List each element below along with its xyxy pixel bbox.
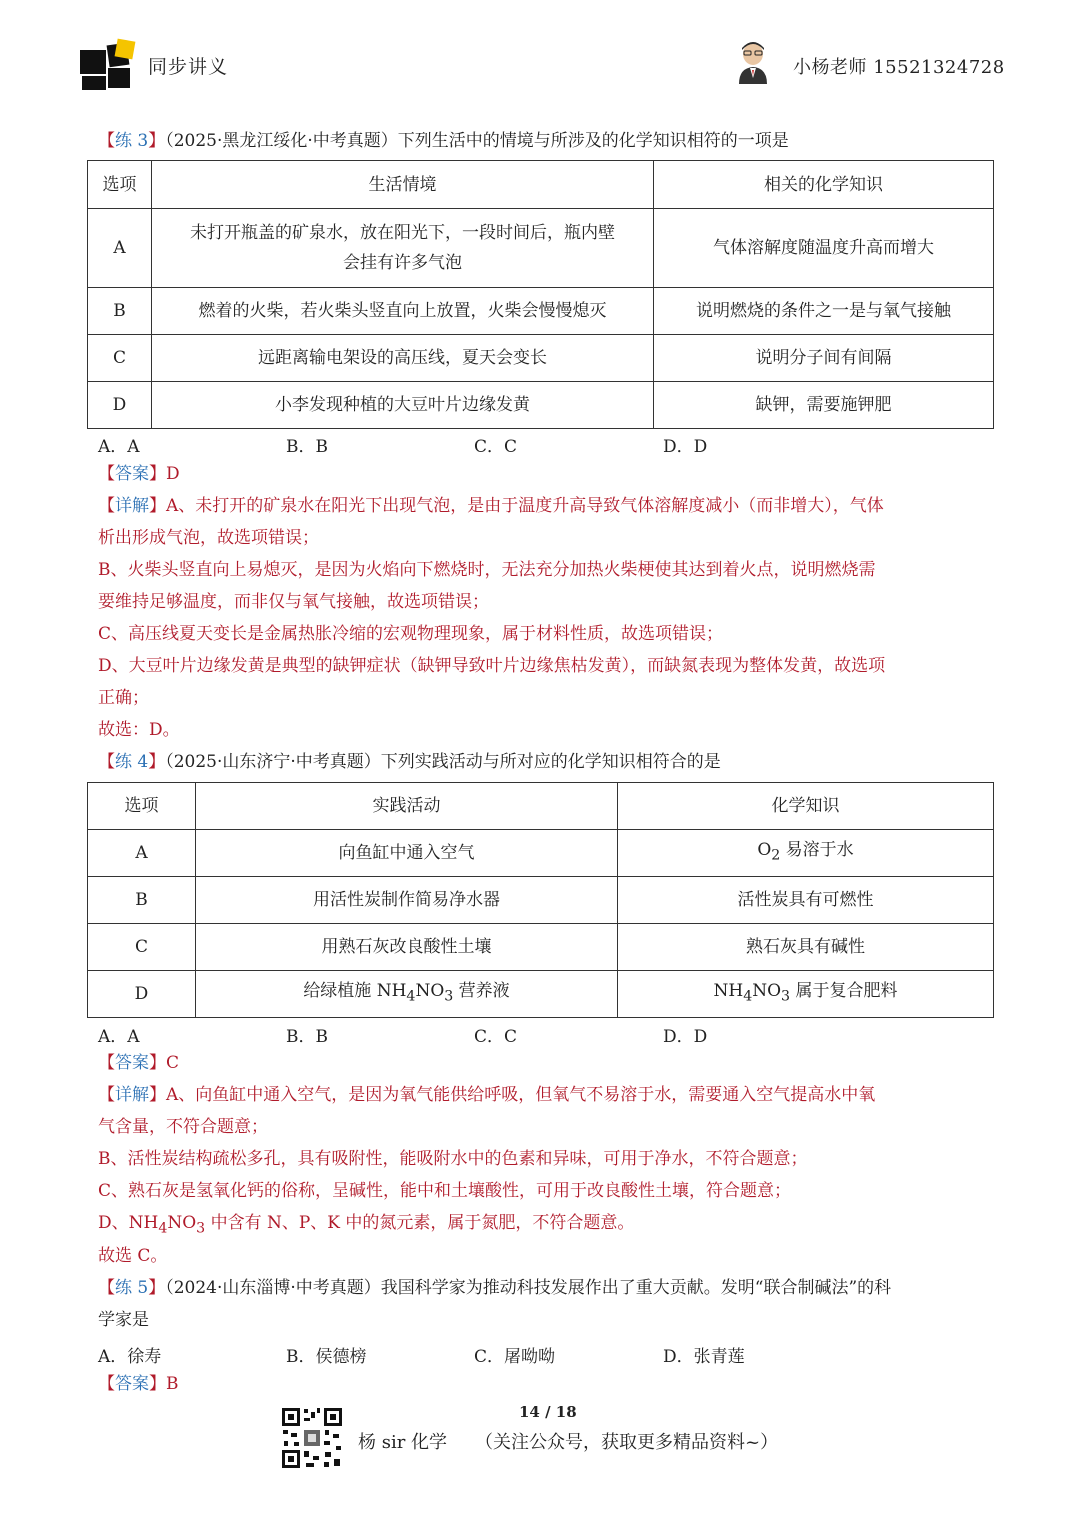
option-cell: B bbox=[88, 877, 196, 924]
detail-text: A、未打开的矿泉水在阳光下出现气泡，是由于温度升高导致气体溶解度减小（而非增大），气体 bbox=[166, 496, 884, 516]
knowledge-cell: 缺钾，需要施钾肥 bbox=[654, 382, 994, 429]
activity-cell: 向鱼缸中通入空气 bbox=[196, 830, 618, 877]
header-title: 同步讲义 bbox=[148, 56, 229, 78]
q4-conclusion: 故选 C。 bbox=[98, 1246, 168, 1266]
q3-label: 练 3 bbox=[115, 131, 149, 151]
page-number: 14 / 18 bbox=[519, 1403, 577, 1421]
scene-text: 会挂有许多气泡 bbox=[343, 253, 462, 273]
knowledge-cell bbox=[618, 971, 994, 1018]
q3-detail-line: 析出形成气泡，故选项错误； bbox=[98, 528, 319, 548]
table-row bbox=[88, 830, 994, 877]
footer-note: （关注公众号，获取更多精品资料~） bbox=[475, 1432, 779, 1453]
q3-table bbox=[87, 160, 994, 429]
q3-answer: 【答案】D bbox=[98, 464, 180, 484]
q3-title-line: 【练 3】（2025·黑龙江绥化·中考真题）下列生活中的情境与所涉及的化学知识相符的一项是 bbox=[98, 131, 789, 151]
q4-title-line: 【练 4】（2025·山东济宁·中考真题）下列实践活动与所对应的化学知识相符合的是 bbox=[98, 752, 721, 772]
answer-label: 答案 bbox=[115, 1374, 149, 1394]
option-c: C．C bbox=[474, 1027, 518, 1047]
activity-cell: 用活性炭制作简易净水器 bbox=[196, 877, 618, 924]
col-header: 生活情境 bbox=[152, 161, 654, 209]
table-row bbox=[88, 924, 994, 971]
knowledge-cell: 熟石灰具有碱性 bbox=[618, 924, 994, 971]
formula-subscript: 3 bbox=[444, 988, 454, 1005]
option-cell: C bbox=[88, 335, 152, 382]
table-header-row bbox=[88, 161, 994, 209]
answer-value: D bbox=[166, 464, 180, 484]
detail-label: 详解 bbox=[115, 1085, 149, 1105]
formula-text: NH bbox=[713, 981, 744, 1002]
option-d: D．张青莲 bbox=[663, 1347, 745, 1367]
answer-value: C bbox=[166, 1053, 180, 1073]
q4-detail-line bbox=[98, 1207, 634, 1244]
detail-label: 详解 bbox=[115, 496, 149, 516]
option-cell: C bbox=[88, 924, 196, 971]
formula-text: NO bbox=[415, 981, 445, 1002]
option-cell: B bbox=[88, 288, 152, 335]
knowledge-cell: 气体溶解度随温度升高而增大 bbox=[654, 209, 994, 288]
scene-cell: 小李发现种植的大豆叶片边缘发黄 bbox=[152, 382, 654, 429]
table-row bbox=[88, 209, 994, 288]
option-c: C．屠呦呦 bbox=[474, 1347, 556, 1367]
activity-cell: 用熟石灰改良酸性土壤 bbox=[196, 924, 618, 971]
detail-text: NO bbox=[167, 1213, 197, 1233]
q3-detail-line: D、大豆叶片边缘发黄是典型的缺钾症状（缺钾导致叶片边缘焦枯发黄），而缺氮表现为整体发黄，故选项 bbox=[98, 656, 886, 676]
activity-cell bbox=[196, 971, 618, 1018]
q4-table bbox=[87, 782, 994, 1018]
q3-detail-line: 要维持足够温度，而非仅与氧气接触，故选项错误； bbox=[98, 592, 489, 612]
q4-detail-line: 气含量，不符合题意； bbox=[98, 1117, 268, 1137]
q3-detail-line: C、高压线夏天变长是金属热胀冷缩的宏观物理现象，属于材料性质，故选项错误； bbox=[98, 624, 724, 644]
q3-conclusion: 故选：D。 bbox=[98, 720, 180, 740]
option-c: C．C bbox=[474, 437, 518, 457]
q5-answer: 【答案】B bbox=[98, 1374, 179, 1394]
knowledge-cell: 活性炭具有可燃性 bbox=[618, 877, 994, 924]
knowledge-cell: 说明分子间有间隔 bbox=[654, 335, 994, 382]
col-header: 实践活动 bbox=[196, 783, 618, 830]
knowledge-cell: 说明燃烧的条件之一是与氧气接触 bbox=[654, 288, 994, 335]
table-row bbox=[88, 288, 994, 335]
q5-label: 练 5 bbox=[115, 1278, 149, 1298]
q3-detail-line: 正确； bbox=[98, 688, 149, 708]
option-cell: D bbox=[88, 382, 152, 429]
detail-text: 中含有 N、P、K 中的氮元素，属于氮肥，不符合题意。 bbox=[205, 1213, 635, 1233]
option-b: B．B bbox=[286, 437, 328, 457]
scene-cell bbox=[152, 209, 654, 288]
option-d: D．D bbox=[663, 437, 708, 457]
teacher-avatar bbox=[735, 40, 771, 84]
option-a: A．徐寿 bbox=[98, 1347, 162, 1367]
scene-text: 未打开瓶盖的矿泉水，放在阳光下，一段时间后，瓶内壁 bbox=[190, 223, 615, 243]
footer-brand: 杨 sir 化学 bbox=[358, 1432, 448, 1453]
formula-subscript: 3 bbox=[196, 1220, 206, 1237]
option-cell: A bbox=[88, 830, 196, 877]
table-row bbox=[88, 382, 994, 429]
scene-cell: 远距离输电架设的高压线，夏天会变长 bbox=[152, 335, 654, 382]
formula-subscript: 4 bbox=[743, 988, 753, 1005]
formula-subscript: 4 bbox=[158, 1220, 168, 1237]
option-a: A．A bbox=[98, 1027, 140, 1047]
detail-text: D、NH bbox=[98, 1213, 159, 1233]
q3-detail-line: B、火柴头竖直向上易熄灭，是因为火焰向下燃烧时，无法充分加热火柴梗使其达到着火点，说明燃烧需 bbox=[98, 560, 876, 580]
detail-text: A、向鱼缸中通入空气，是因为氧气能供给呼吸，但氧气不易溶于水，需要通入空气提高水中氧 bbox=[166, 1085, 876, 1105]
knowledge-cell bbox=[618, 830, 994, 877]
col-header: 选项 bbox=[88, 783, 196, 830]
formula-text: 属于复合肥料 bbox=[790, 981, 898, 1002]
scene-cell: 燃着的火柴，若火柴头竖直向上放置，火柴会慢慢熄灭 bbox=[152, 288, 654, 335]
formula-text: O bbox=[757, 840, 772, 861]
option-a: A．A bbox=[98, 437, 140, 457]
option-cell: A bbox=[88, 209, 152, 288]
q4-detail-line: 【详解】A、向鱼缸中通入空气，是因为氧气能供给呼吸，但氧气不易溶于水，需要通入空气提高水中氧 bbox=[98, 1085, 876, 1105]
option-b: B．侯德榜 bbox=[286, 1347, 367, 1367]
option-b: B．B bbox=[286, 1027, 328, 1047]
answer-label: 答案 bbox=[115, 464, 149, 484]
qr-code bbox=[280, 1406, 344, 1470]
option-d: D．D bbox=[663, 1027, 708, 1047]
teacher-contact: 小杨老师 15521324728 bbox=[793, 57, 1005, 78]
q5-title-line-2: 学家是 bbox=[98, 1310, 149, 1330]
q4-answer: 【答案】C bbox=[98, 1053, 180, 1073]
formula-text: NO bbox=[752, 981, 782, 1002]
table-header-row bbox=[88, 783, 994, 830]
col-header: 选项 bbox=[88, 161, 152, 209]
col-header: 化学知识 bbox=[618, 783, 994, 830]
table-row bbox=[88, 971, 994, 1018]
formula-subscript: 4 bbox=[406, 988, 416, 1005]
q4-label: 练 4 bbox=[115, 752, 149, 772]
answer-value: B bbox=[166, 1374, 179, 1394]
q3-title: （2025·黑龙江绥化·中考真题）下列生活中的情境与所涉及的化学知识相符的一项是 bbox=[165, 131, 789, 151]
table-row bbox=[88, 877, 994, 924]
formula-text: 易溶于水 bbox=[780, 840, 854, 861]
formula-text: 营养液 bbox=[453, 981, 510, 1002]
answer-label: 答案 bbox=[115, 1053, 149, 1073]
table-row bbox=[88, 335, 994, 382]
q3-detail-line: 【详解】A、未打开的矿泉水在阳光下出现气泡，是由于温度升高导致气体溶解度减小（而非增大），气体 bbox=[98, 496, 884, 516]
formula-text: 给绿植施 NH bbox=[303, 981, 407, 1002]
col-header: 相关的化学知识 bbox=[654, 161, 994, 209]
formula-subscript: 2 bbox=[771, 847, 781, 864]
option-cell: D bbox=[88, 971, 196, 1018]
q5-title: （2024·山东淄博·中考真题）我国科学家为推动科技发展作出了重大贡献。发明“联合制碱法”的科 bbox=[165, 1278, 892, 1298]
brand-logo bbox=[80, 42, 136, 90]
q4-detail-line: C、熟石灰是氢氧化钙的俗称，呈碱性，能中和土壤酸性，可用于改良酸性土壤，符合题意； bbox=[98, 1181, 792, 1201]
q4-title: （2025·山东济宁·中考真题）下列实践活动与所对应的化学知识相符合的是 bbox=[165, 752, 721, 772]
q4-detail-line: B、活性炭结构疏松多孔，具有吸附性，能吸附水中的色素和异味，可用于净水，不符合题意； bbox=[98, 1149, 808, 1169]
formula-subscript: 3 bbox=[781, 988, 791, 1005]
q5-title-line: 【练 5】（2024·山东淄博·中考真题）我国科学家为推动科技发展作出了重大贡献。发明“联合制碱法”的科 bbox=[98, 1278, 892, 1298]
